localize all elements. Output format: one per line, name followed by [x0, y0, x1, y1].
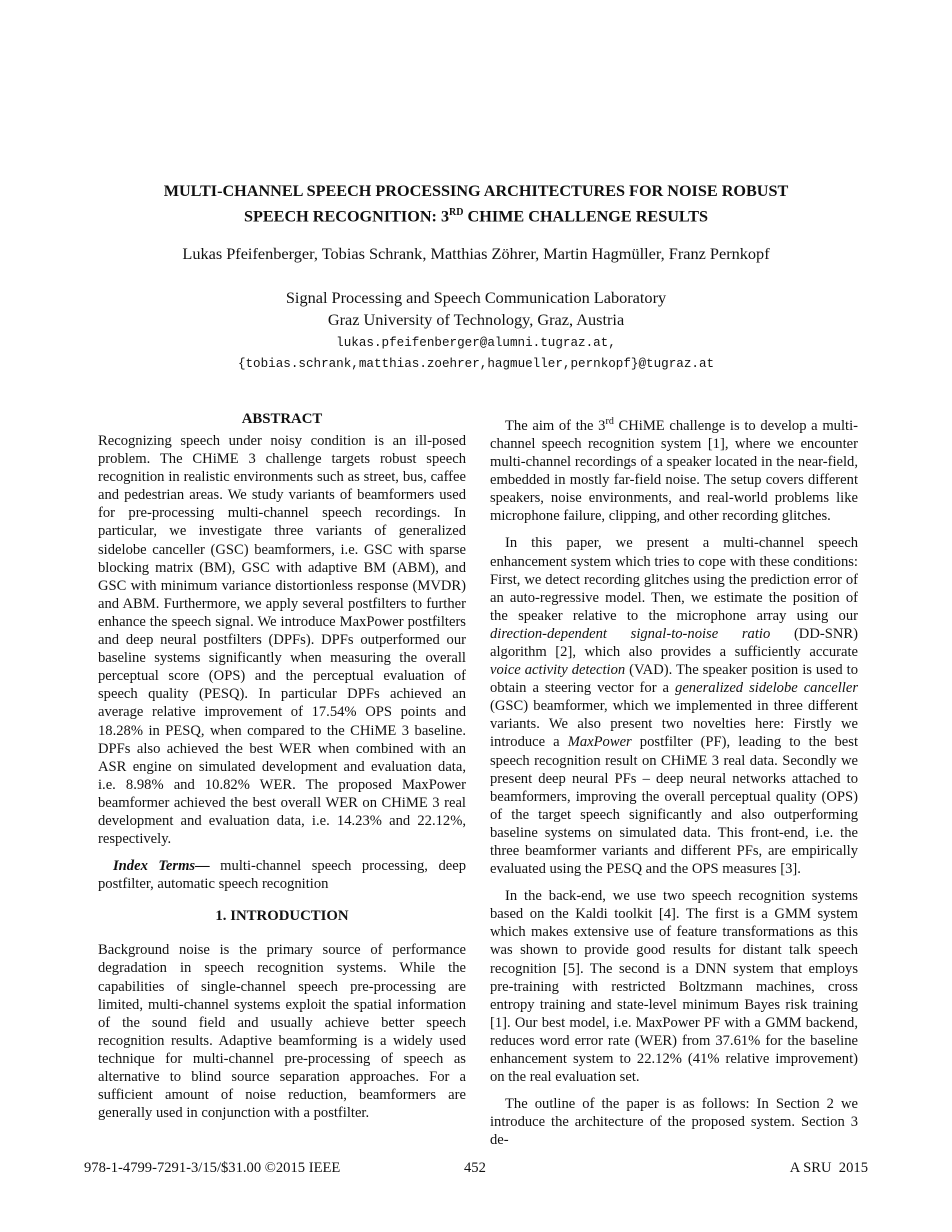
text: postfilter (PF), leading to the best speech recognition result on CHiME 3 real data. Secondly we present deep neural PFs – deep neural networks attached to beamformers, improving the overall perceptual quality (OPS) of the target speech significantly and also outperforming baseline systems on simulated data. This front-end, i.e. the three beamformer variants and different PFs, are empirically evaluated using the PESQ and the OPS measures [3]. [490, 734, 858, 878]
paragraph: In the back-end, we use two speech recognition systems based on the Kaldi toolkit [4]. The first is a GMM system which makes extensive use of feature transformations as this was shown to provide good results for distant talk speech recognition [5]. The second is a DNN system that employs pre-training with restricted Boltzmann machines, cross entropy training and state-level minimum Bayes risk training [1]. Our best model, i.e. MaxPower PF with a GMM backend, reduces word error rate (WER) from 37.61% for the baseline enhancement system to 22.12% (41% relative improvement) on the real evaluation set. [490, 888, 858, 1086]
email-line: {tobias.schrank,matthias.zoehrer,hagmueller,pernkopf}@tugraz.at [237, 357, 715, 371]
text: (DD-SNR) algorithm [2], which also provides a sufficiently accurate [490, 625, 858, 660]
title-line-1: MULTI-CHANNEL SPEECH PROCESSING ARCHITECTURES FOR NOISE ROBUST [163, 182, 789, 200]
abstract-heading: ABSTRACT [241, 411, 323, 427]
intro-heading: 1. INTRODUCTION [215, 908, 349, 925]
right-column [490, 413, 858, 1150]
emails [0, 333, 952, 375]
footer-isbn: 978-1-4799-7291-3/15/$31.00 ©2015 IEEE [84, 1160, 341, 1176]
paper-title [0, 180, 952, 227]
paragraph: The outline of the paper is as follows: In Section 2 we introduce the architecture of the proposed system. Section 3 de- [490, 1096, 858, 1149]
footer-venue: A SRU 2015 [789, 1160, 868, 1176]
intro-paragraph: Background noise is the primary source of performance degradation in speech recognition systems. While the capabilities of single-channel speech pre-processing are limited, multi-channel systems exploit the spatial information of the sound field and usually achieve better speech recognition results. Adaptive beamforming is a widely used technique for multi-channel pre-processing of speech as alternative to blind source separation approaches. For a sufficient amount of noise reduction, beamformers are generally used in conjunction with a postfilter. [98, 942, 466, 1122]
authors: Lukas Pfeifenberger, Tobias Schrank, Matthias Zöhrer, Martin Hagmüller, Franz Pernkopf [182, 244, 770, 263]
superscript: rd [605, 416, 614, 427]
italic-term: direction-dependent signal-to-noise ratio [490, 625, 771, 642]
italic-term: generalized sidelobe canceller [675, 680, 858, 697]
title-text: SPEECH RECOGNITION: 3 [243, 207, 450, 226]
text: The aim of the 3 [505, 417, 606, 434]
italic-term: voice activity detection [490, 662, 626, 679]
paragraph [490, 413, 858, 525]
text: (GSC) beamformer, which we implemented in three different variants. We also present two novelties here: Firstly we introduce a [490, 698, 858, 751]
index-terms-label: Index Terms— [113, 858, 210, 875]
left-column [98, 410, 466, 1122]
abstract-text: Recognizing speech under noisy condition is an ill-posed problem. The CHiME 3 challenge targets robust speech recognition in realistic environments such as street, bus, caffee and pedestrian areas. We study variants of beamformers used for pre-processing multi-channel speech recordings. In particular, we investigate three variants of generalized sidelobe canceller (GSC) beamformers, i.e. GSC with sparse blocking matrix (BM), GSC with adaptive BM (ABM), and GSC with minimum variance distortionless response (MVDR) and ABM. Furthermore, we apply several postfilters to further enhance the speech signal. We introduce MaxPower postfilters and deep neural postfilters (DPFs). DPFs outperformed our baseline systems significantly when measuring the overall perceptual score (OPS) and the perceptual evaluation of speech quality (PESQ). In particular DPFs achieved an average relative improvement of 17.54% OPS points and 18.28% in PESQ, when compared to the CHiME 3 baseline. DPFs also achieved the best WER when combined with an ASR engine on simulated development and evaluation data, i.e. 8.98% and 10.82% WER. The proposed MaxPower beamformer achieved the best overall WER on CHiME 3 real development and evaluation data, i.e. 14.23% and 22.12%, respectively. [98, 433, 466, 848]
affiliation [0, 287, 952, 331]
affiliation-university: Graz University of Technology, Graz, Austria [327, 310, 625, 329]
text: CHiME challenge is to develop a multi-channel speech recognition system [1], where we encounter multi-channel recordings of a speaker located in the near-field, embedded in mostly far-field noise. The setup covers different speakers, noise environments, and real-world problems like microphone failure, clipping, and other recording glitches. [490, 417, 858, 525]
page-number: 452 [464, 1160, 486, 1176]
title-superscript: RD [449, 207, 464, 218]
text: (VAD). The speaker position is used to obtain a steering vector for a [490, 662, 859, 697]
title-text: CHIME CHALLENGE RESULTS [463, 207, 709, 226]
text: In this paper, we present a multi-channel speech enhancement system which tries to cope with these conditions: First, we detect recording glitches using the prediction error of an auto-regressive model. Then, we estimate the position of the speaker relative to the microphone array using our [490, 535, 858, 624]
title-line-2 [0, 202, 952, 227]
paragraph [490, 534, 858, 878]
italic-term: MaxPower [567, 734, 632, 751]
affiliation-lab: Signal Processing and Speech Communication Laboratory [285, 288, 667, 307]
index-terms-text: multi-channel speech processing, deep postfilter, automatic speech recognition [98, 858, 466, 893]
index-terms [98, 857, 466, 893]
email-line: lukas.pfeifenberger@alumni.tugraz.at, [336, 336, 616, 350]
